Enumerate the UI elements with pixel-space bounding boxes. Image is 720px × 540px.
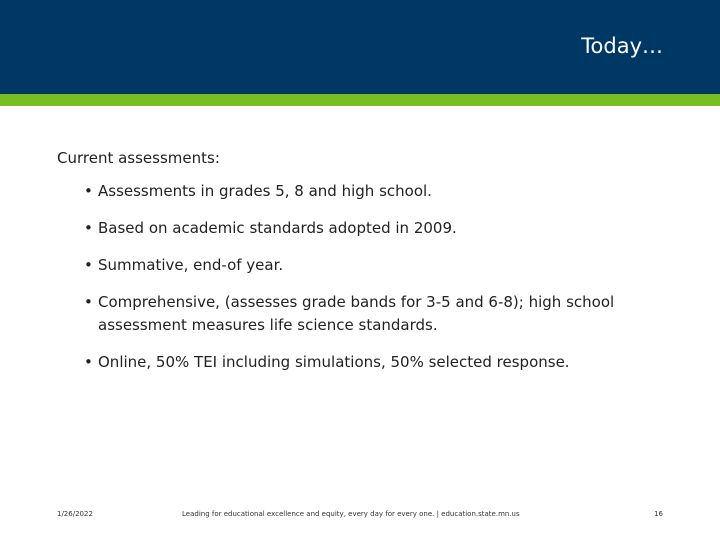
bullet-text: Based on academic standards adopted in 2009. <box>98 219 457 237</box>
header-bar <box>0 0 720 94</box>
footer-tagline: Leading for educational excellence and equity, every day for every one. | education.state.mn.us <box>182 510 520 518</box>
header-accent-stripe <box>0 94 720 106</box>
slide-title: Today… <box>581 34 663 58</box>
bullet-text: Assessments in grades 5, 8 and high school. <box>98 182 432 200</box>
bullet-text: Online, 50% TEI including simulations, 50% selected response. <box>98 353 570 371</box>
bullet-icon: • <box>84 219 93 237</box>
intro-text: Current assessments: <box>57 149 220 167</box>
bullet-item <box>84 180 644 203</box>
bullet-list <box>84 180 644 388</box>
footer-page-number: 16 <box>654 510 663 518</box>
bullet-icon: • <box>84 353 93 371</box>
bullet-item <box>84 291 644 337</box>
bullet-icon: • <box>84 256 93 274</box>
footer-date: 1/26/2022 <box>57 510 93 518</box>
bullet-item <box>84 217 644 240</box>
bullet-icon: • <box>84 182 93 200</box>
bullet-icon: • <box>84 293 93 311</box>
bullet-text: Comprehensive, (assesses grade bands for 3-5 and 6-8); high school assessment measures life science standards. <box>98 293 615 334</box>
bullet-item <box>84 351 644 374</box>
bullet-item <box>84 254 644 277</box>
bullet-text: Summative, end-of year. <box>98 256 284 274</box>
